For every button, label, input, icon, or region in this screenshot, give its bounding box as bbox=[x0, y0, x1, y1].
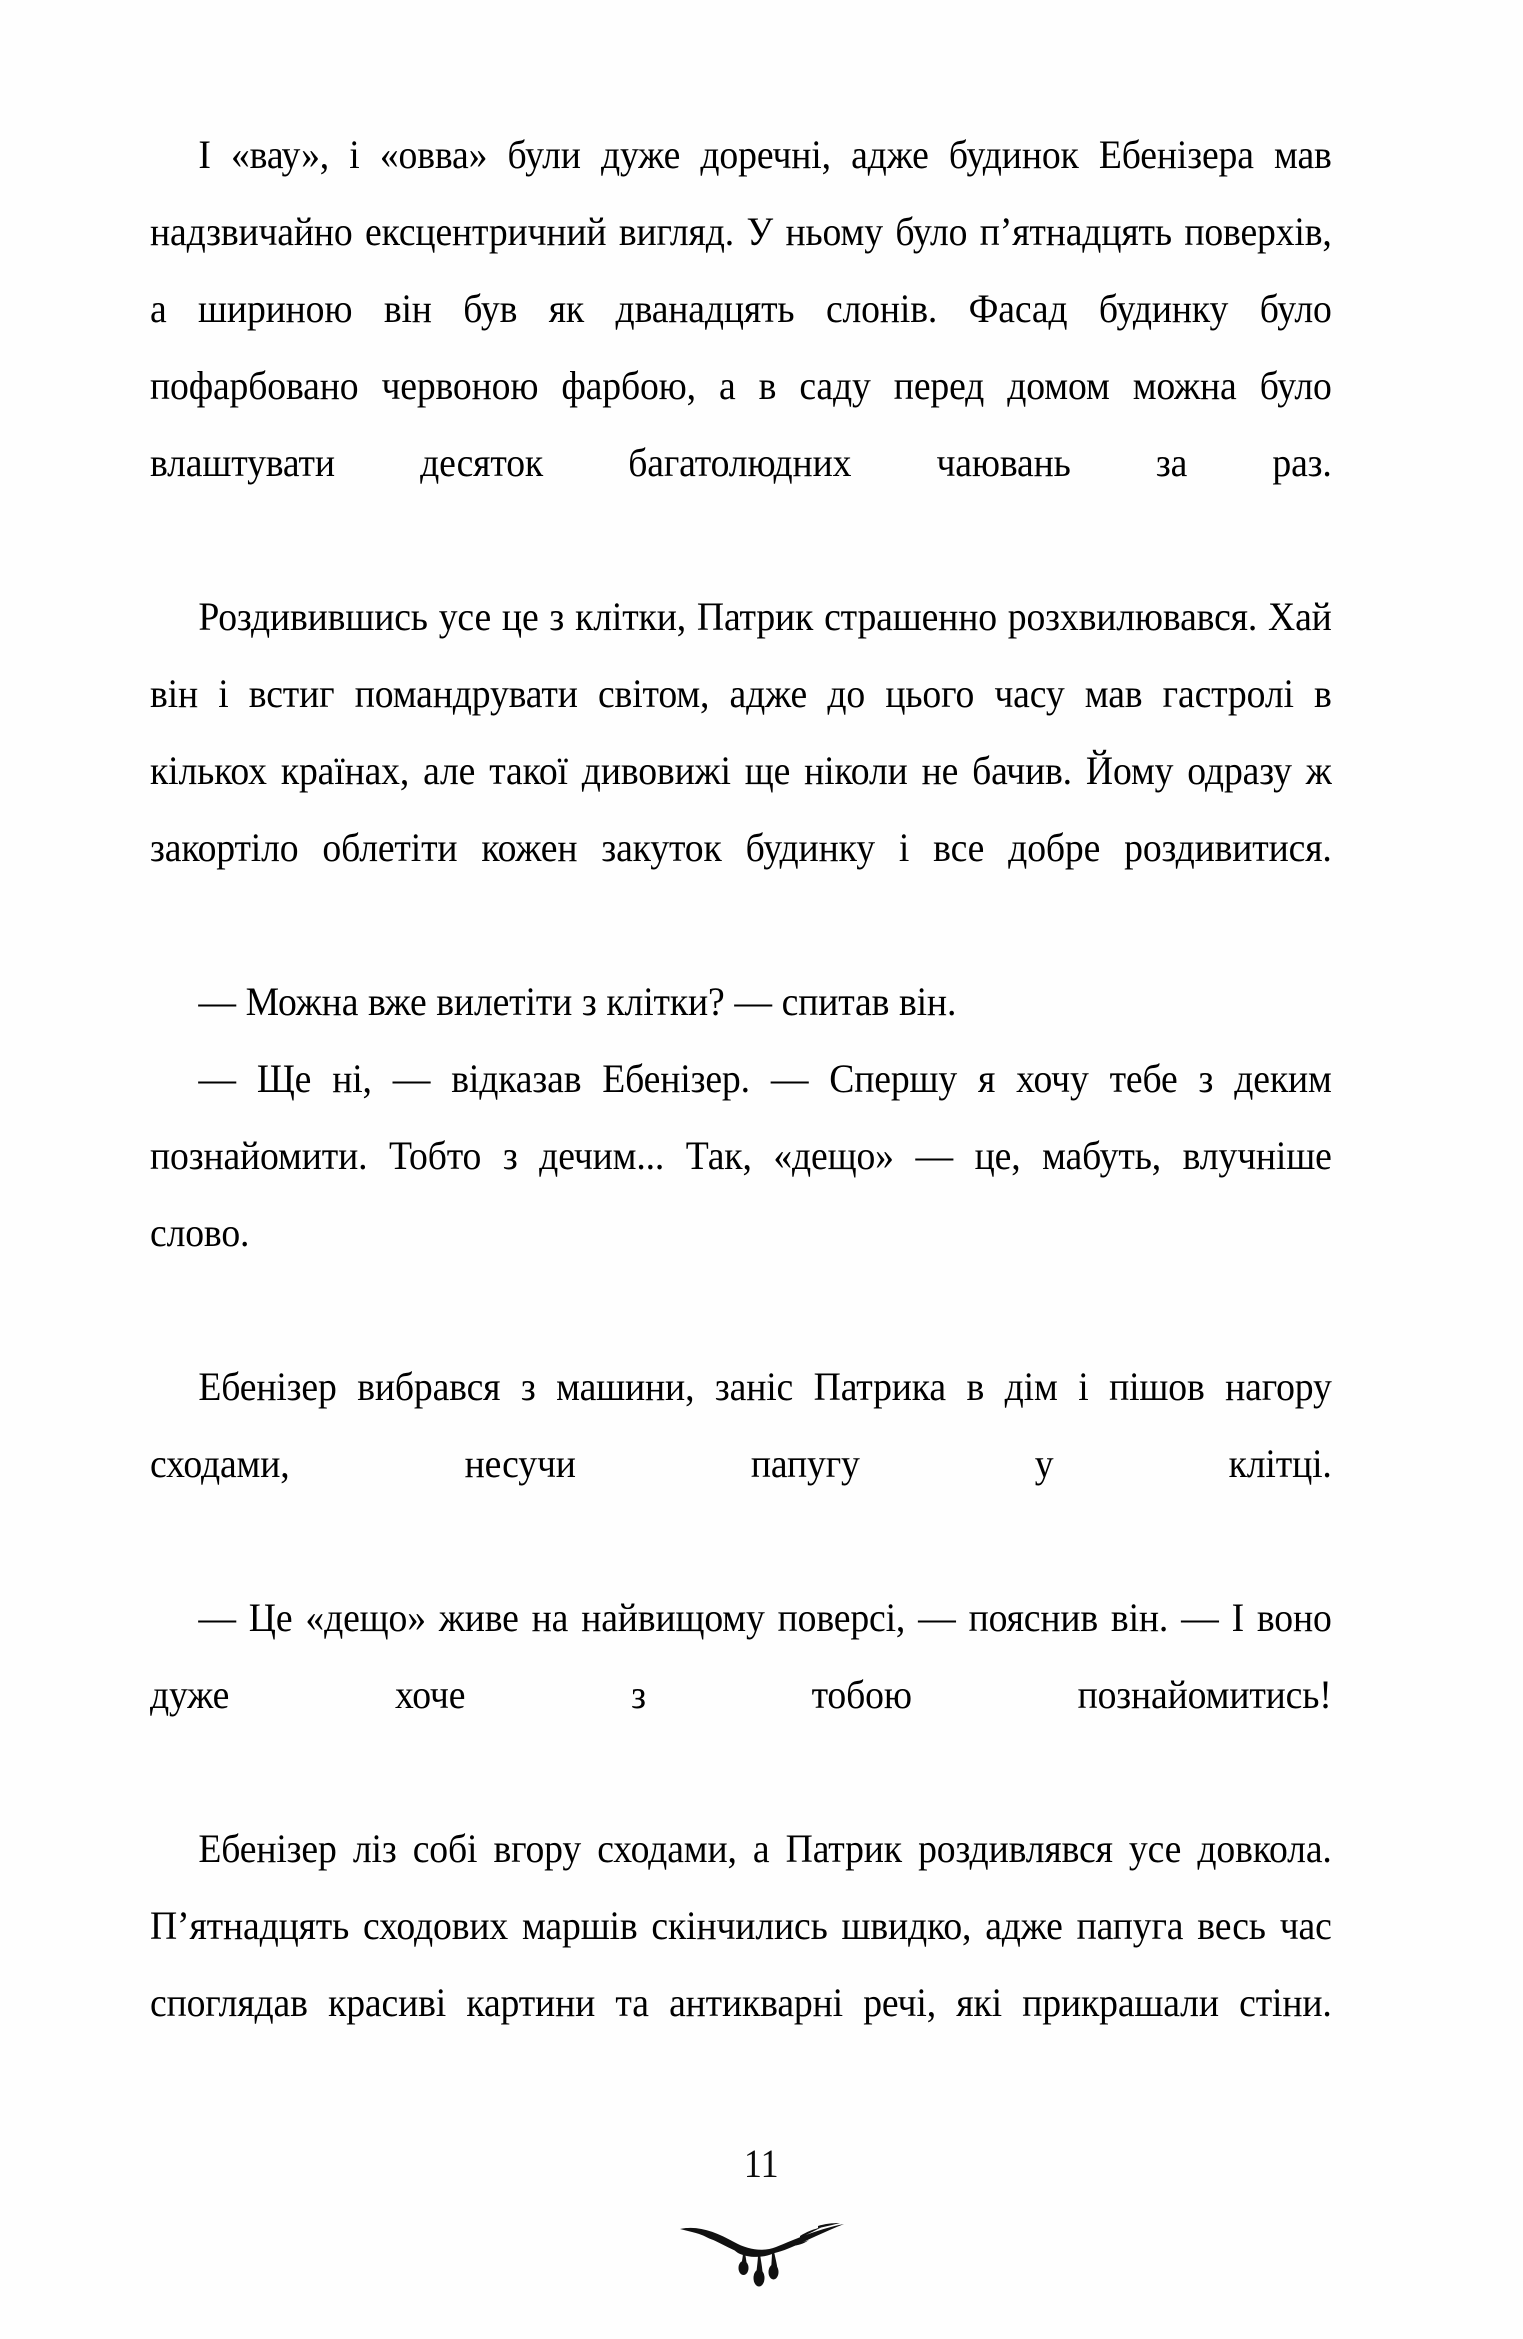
paragraph-7: Ебенізер ліз собі вгору сходами, а Патрик роздивлявся усе довкола. П’ятнадцять сходових маршів скінчились швидко, адже папуга весь час споглядав красиві картини та антикварні речі, які прикрашали стіни. bbox=[150, 1826, 1332, 2025]
paragraph-6-dialogue: — Це «дещо» живе на найвищому поверсі, — пояснив він. — І воно дуже хоче з тобою познайомитись! bbox=[150, 1595, 1332, 1717]
paragraph-3-dialogue: — Можна вже вилетіти з клітки? — спитав він. bbox=[198, 979, 957, 1024]
paragraph-4-dialogue: — Ще ні, — відказав Ебенізер. — Спершу я хочу тебе з деким познайомити. Тобто з дечим... Так, «дещо» — це, мабуть, влучніше слово. bbox=[150, 1056, 1332, 1255]
page-text-block bbox=[150, 116, 1332, 2118]
page-footer bbox=[0, 2140, 1523, 2288]
paragraph-1: І «вау», і «овва» були дуже доречні, адже будинок Ебенізера мав надзвичайно ексцентричний вигляд. У ньому було п’ятнадцять поверхів, а шириною він був як дванадцять слонів. Фасад будинку було пофарбовано червоною фарбою, а в саду перед домом можна було влаштувати десяток багатолюдних чаювань за раз. bbox=[150, 132, 1332, 485]
paragraph-2: Роздивившись усе це з клітки, Патрик страшенно розхвилювався. Хай він і встиг помандрувати світом, адже до цього часу мав гастролі в кількох країнах, але такої дивовижі ще ніколи не бачив. Йому одразу ж закортіло облетіти кожен закуток будинку і все добре роздивитися. bbox=[150, 594, 1332, 870]
page-number: 11 bbox=[744, 2141, 779, 2186]
paragraph-5: Ебенізер вибрався з машини, заніс Патрика в дім і пішов нагору сходами, несучи папугу у клітці. bbox=[150, 1364, 1332, 1486]
twig-with-drips-ornament bbox=[672, 2202, 852, 2288]
